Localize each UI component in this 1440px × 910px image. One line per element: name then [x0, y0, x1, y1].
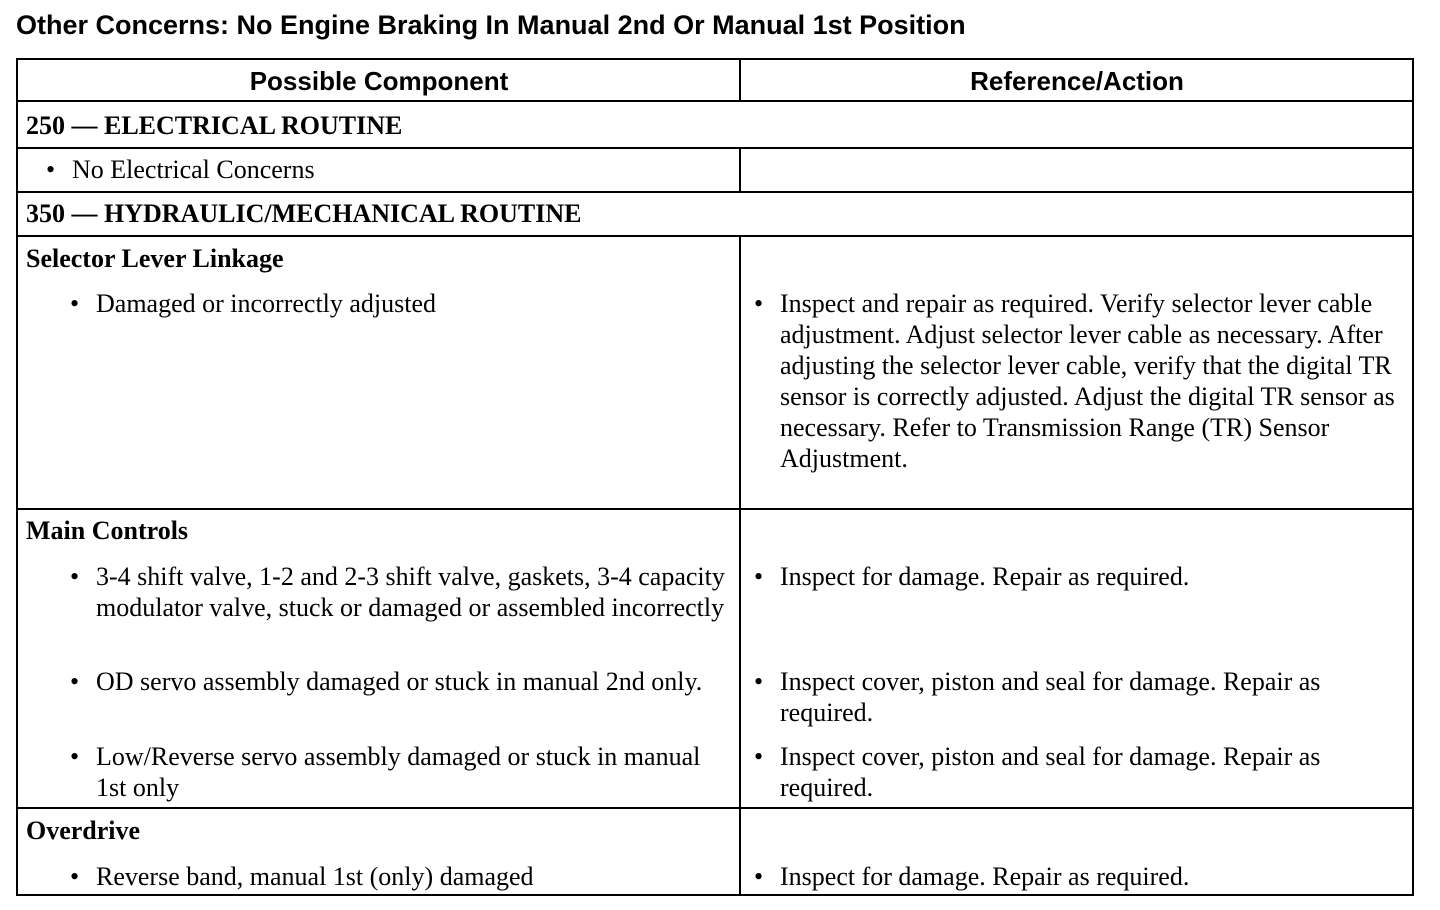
bullet: •: [46, 155, 56, 184]
list-item: • 3-4 shift valve, 1-2 and 2-3 shift valve, gaskets, 3-4 capacity modulator valve, stuck or damaged or assembled incorrectly: [70, 562, 725, 622]
bullet: •: [70, 667, 80, 696]
list-item: • Damaged or incorrectly adjusted: [70, 289, 437, 318]
list-item: • Low/Reverse servo assembly damaged or stuck in manual 1st only: [70, 742, 701, 802]
bullet: •: [754, 742, 764, 771]
action-item: • Inspect for damage. Repair as required.: [754, 562, 1190, 591]
row-divider: [18, 508, 1412, 510]
row-divider: [18, 147, 1412, 149]
row-divider: [18, 235, 1412, 237]
group-heading-overdrive: Overdrive: [26, 816, 141, 845]
column-header-component: Possible Component: [249, 66, 509, 96]
column-header-action: Reference/Action: [970, 66, 1184, 96]
page-title: Other Concerns: No Engine Braking In Manual 2nd Or Manual 1st Position: [16, 10, 966, 40]
action-item: • Inspect cover, piston and seal for damage. Repair as required.: [754, 667, 1321, 727]
table-header: [18, 60, 1412, 102]
action-item: • Inspect and repair as required. Verify selector lever cable adjustment. Adjust selector lever cable as necessary. After adjusting the selector lever cable, verify that the digital TR sensor is correctly adjusted. Adjust the digital TR sensor as necessary. Refer to Transmission Range (TR) Sensor Adjustment.: [754, 289, 1395, 473]
bullet: •: [70, 742, 80, 771]
bullet: •: [70, 289, 80, 318]
row-divider: [18, 191, 1412, 193]
column-divider: [739, 236, 741, 896]
section-heading-electrical: 250 — ELECTRICAL ROUTINE: [26, 111, 403, 140]
bullet: •: [70, 562, 80, 591]
bullet: •: [70, 862, 80, 891]
bullet: •: [754, 862, 764, 891]
group-heading-main-controls: Main Controls: [26, 516, 189, 545]
list-item: • OD servo assembly damaged or stuck in manual 2nd only.: [70, 667, 703, 696]
list-item: • Reverse band, manual 1st (only) damaged: [70, 862, 534, 891]
bullet: •: [754, 562, 764, 591]
column-divider: [739, 148, 741, 192]
bullet: •: [754, 667, 764, 696]
row-divider: [18, 807, 1412, 809]
bullet: •: [754, 289, 764, 318]
group-heading-selector-lever: Selector Lever Linkage: [26, 244, 284, 273]
column-divider: [739, 60, 741, 102]
action-item: • Inspect for damage. Repair as required.: [754, 862, 1190, 891]
action-item: • Inspect cover, piston and seal for damage. Repair as required.: [754, 742, 1321, 802]
section-heading-hydraulic: 350 — HYDRAULIC/MECHANICAL ROUTINE: [26, 199, 582, 228]
diagnostic-table: [16, 58, 1414, 896]
list-item: • No Electrical Concerns: [46, 155, 315, 184]
